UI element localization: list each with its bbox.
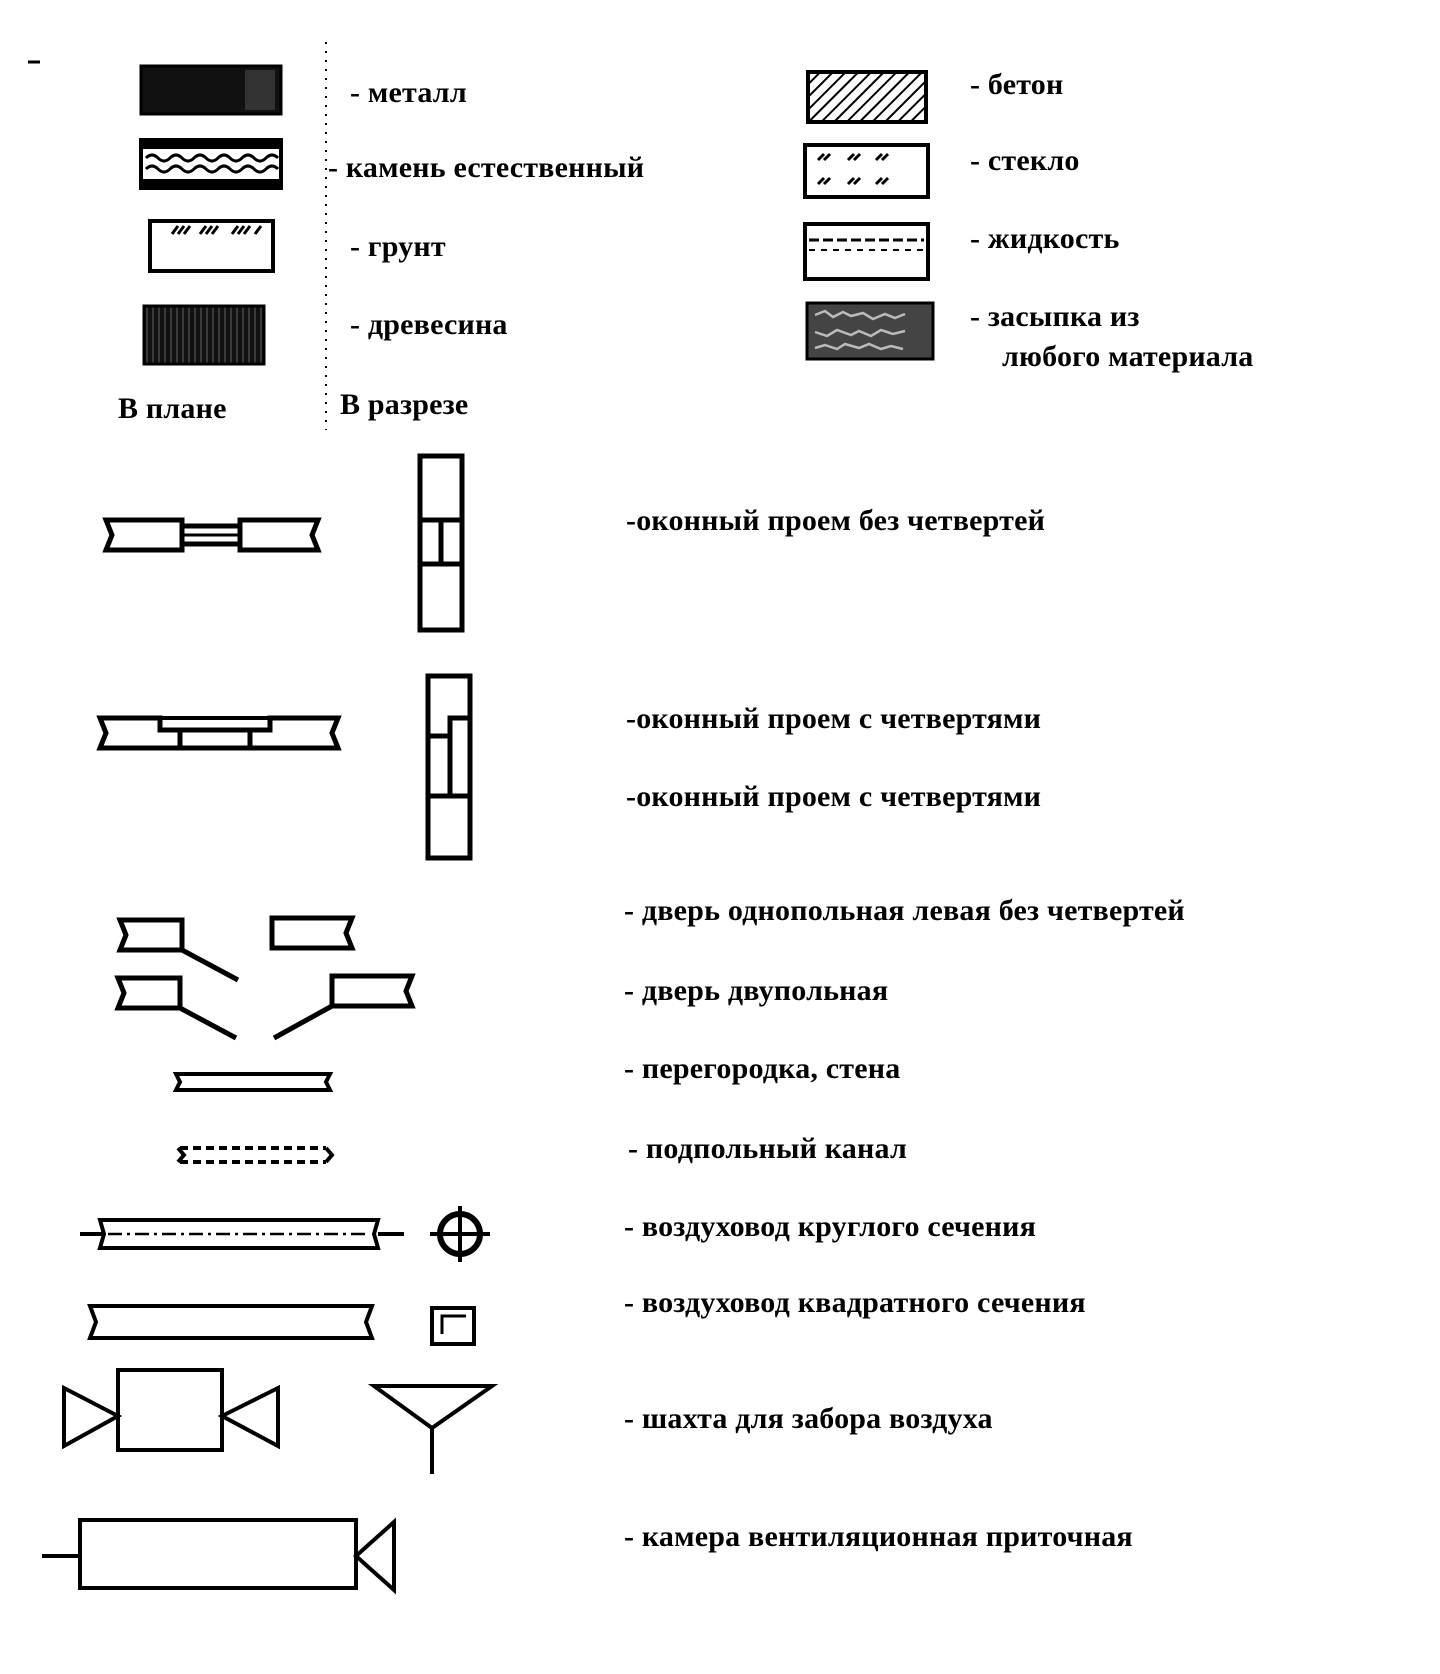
door-double-symbol [118,976,412,1038]
label-duct-square: - воздуховод квадратного сечения [624,1286,1086,1319]
partition-symbol [176,1074,330,1090]
label-backfill: - засыпка из [970,300,1140,333]
door-single-left-symbol [120,918,352,980]
window-no-rebate-section [420,456,462,630]
swatch-backfill [807,303,933,359]
swatch-glass [805,145,928,197]
swatch-soil [150,221,273,271]
caption-plan: В плане [118,392,227,425]
supply-vent-chamber-symbol [42,1520,394,1590]
swatch-metal [141,66,281,114]
floor-channel-symbol [178,1148,332,1162]
label-backfill-line2: любого материала [1002,340,1254,373]
caption-section: В разрезе [340,388,469,421]
window-no-rebate-plan [106,520,318,550]
label-soil: - грунт [350,230,446,263]
label-liquid: - жидкость [970,222,1120,255]
label-supply-vent-chamber: - камера вентиляционная приточная [624,1520,1133,1553]
swatch-wood [144,306,264,364]
label-floor-channel: - подпольный канал [628,1132,907,1165]
label-door-double: - дверь двупольная [624,974,889,1007]
label-partition: - перегородка, стена [624,1052,901,1085]
label-air-intake-shaft: - шахта для забора воздуха [624,1402,993,1435]
duct-square-symbol [90,1306,474,1344]
label-wood: - древесина [350,308,508,341]
swatch-liquid [805,224,928,279]
swatch-concrete [808,72,926,122]
label-metal: - металл [350,76,467,109]
label-natural-stone: - камень естественный [328,151,645,184]
label-door-single-left: - дверь однопольная левая без четвертей [624,894,1185,927]
swatch-natural-stone [141,140,281,188]
label-duct-round: - воздуховод круглого сечения [624,1210,1037,1243]
duct-round-symbol [80,1206,490,1262]
air-intake-shaft-symbol [64,1370,492,1474]
window-rebate-plan [100,718,338,748]
window-rebate-section [428,676,470,858]
label-glass: - стекло [970,144,1080,177]
label-concrete: - бетон [970,68,1064,101]
label-window-rebate-1: -оконный проем с четвертями [626,702,1042,735]
label-window-rebate-2: -оконный проем с четвертями [626,780,1042,813]
label-window-no-rebate: -оконный проем без четвертей [626,504,1046,537]
